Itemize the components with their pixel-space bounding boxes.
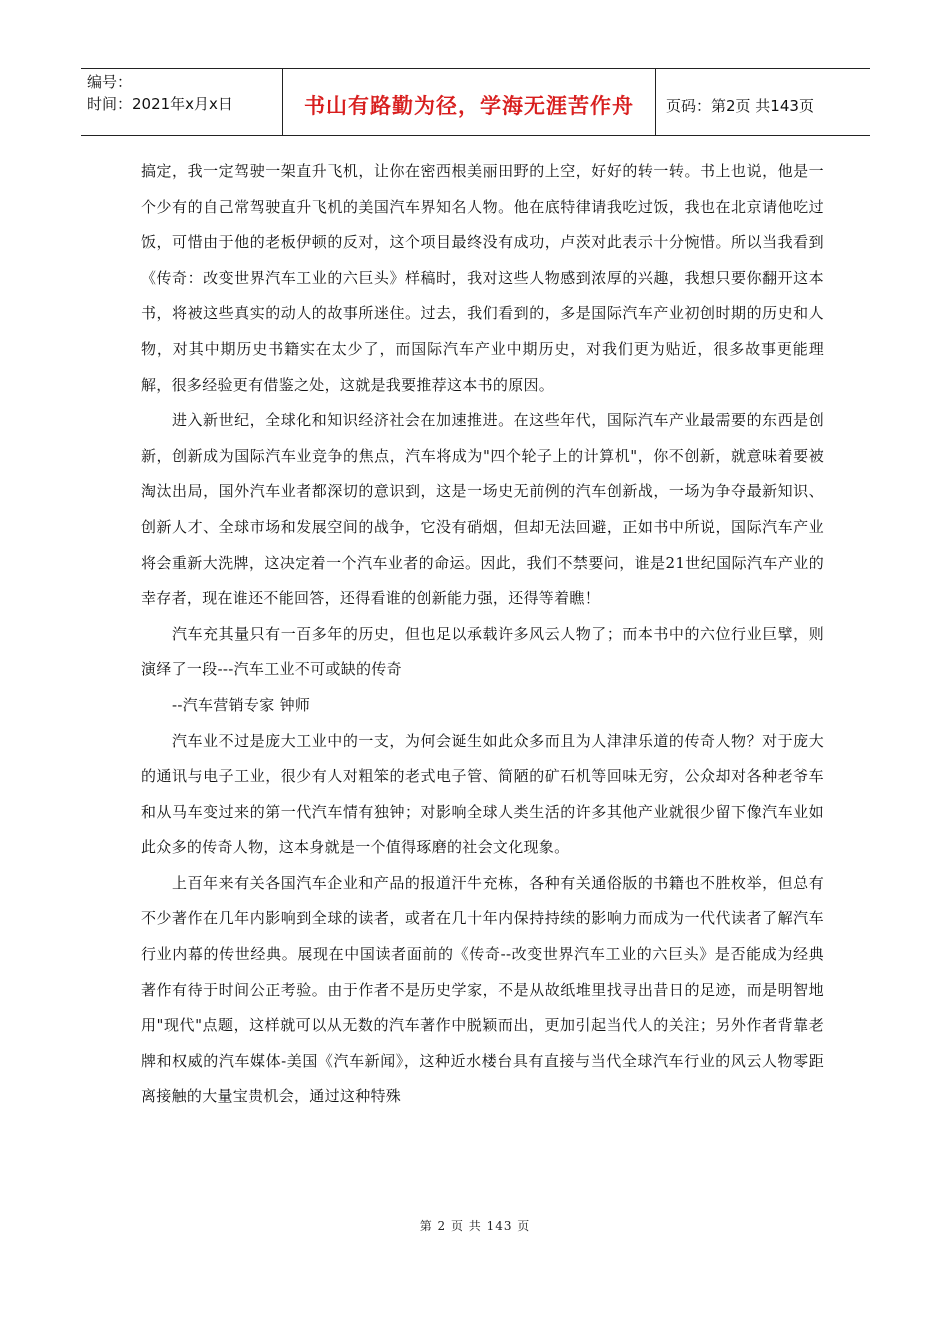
attribution: --汽车营销专家 钟师	[172, 695, 311, 714]
header-meta	[81, 69, 283, 135]
time-label: 时间：2021年x月x日	[87, 95, 233, 113]
document-body	[141, 154, 824, 1115]
page-footer: 第 2 页 共 143 页	[419, 1219, 531, 1233]
paragraph: 上百年来有关各国汽车企业和产品的报道汗牛充栋，各种有关通俗版的书籍也不胜枚举，但总有不少著作在几年内影响到全球的读者，或者在几十年内保持持续的影响力而成为一代代读者了解汽车行业内幕的传世经典。展现在中国读者面前的《传奇--改变世界汽车工业的六巨头》是否能成为经典著作有待于时间公正考验。由于作者不是历史学家，不是从故纸堆里找寻出昔日的足迹，而是明智地用"现代"点题，这样就可以从无数的汽车著作中脱颖而出，更加引起当代人的关注；另外作者背靠老牌和权威的汽车媒体-美国《汽车新闻》，这种近水楼台具有直接与当代全球汽车行业的风云人物零距离接触的大量宝贵机会，通过这种特殊	[141, 873, 824, 1106]
paragraph: 汽车充其量只有一百多年的历史，但也足以承载许多风云人物了；而本书中的六位行业巨擘，则演绎了一段---汽车工业不可或缺的传奇	[141, 624, 824, 679]
paragraph-continued: 搞定，我一定驾驶一架直升飞机，让你在密西根美丽田野的上空，好好的转一转。书上也说，他是一个少有的自己常驾驶直升飞机的美国汽车界知名人物。他在底特律请我吃过饭，我也在北京请他吃过饭，可惜由于他的老板伊顿的反对，这个项目最终没有成功，卢茨对此表示十分惋惜。所以当我看到《传奇：改变世界汽车工业的六巨头》样稿时，我对这些人物感到浓厚的兴趣，我想只要你翻开这本书，将被这些真实的动人的故事所迷住。过去，我们看到的，多是国际汽车产业初创时期的历史和人物，对其中期历史书籍实在太少了，而国际汽车产业中期历史，对我们更为贴近，很多故事更能理解，很多经验更有借鉴之处，这就是我要推荐这本书的原因。	[141, 162, 824, 394]
paragraph: 汽车业不过是庞大工业中的一支，为何会诞生如此众多而且为人津津乐道的传奇人物？对于庞大的通讯与电子工业，很少有人对粗笨的老式电子管、简陋的矿石机等回味无穷，公众却对各种老爷车和从马车变过来的第一代汽车情有独钟；对影响全球人类生活的许多其他产业就很少留下像汽车业如此众多的传奇人物，这本身就是一个值得琢磨的社会文化现象。	[141, 731, 824, 857]
paragraph: 进入新世纪，全球化和知识经济社会在加速推进。在这些年代，国际汽车产业最需要的东西是创新，创新成为国际汽车业竞争的焦点，汽车将成为"四个轮子上的计算机"，你不创新，就意味着要被淘汰出局，国外汽车业者都深切的意识到，这是一场史无前例的汽车创新战，一场为争夺最新知识、创新人才、全球市场和发展空间的战争，它没有硝烟，但却无法回避，正如书中所说，国际汽车产业将会重新大洗牌，这决定着一个汽车业者的命运。因此，我们不禁要问，谁是21世纪国际汽车产业的幸存者，现在谁还不能回答，还得看谁的创新能力强，还得等着瞧！	[141, 411, 824, 608]
header-page-info: 页码：第2页 共143页	[666, 96, 814, 115]
number-label: 编号：	[87, 73, 133, 91]
page-header	[81, 68, 870, 136]
header-motto: 书山有路勤为径，学海无涯苦作舟	[283, 69, 656, 135]
